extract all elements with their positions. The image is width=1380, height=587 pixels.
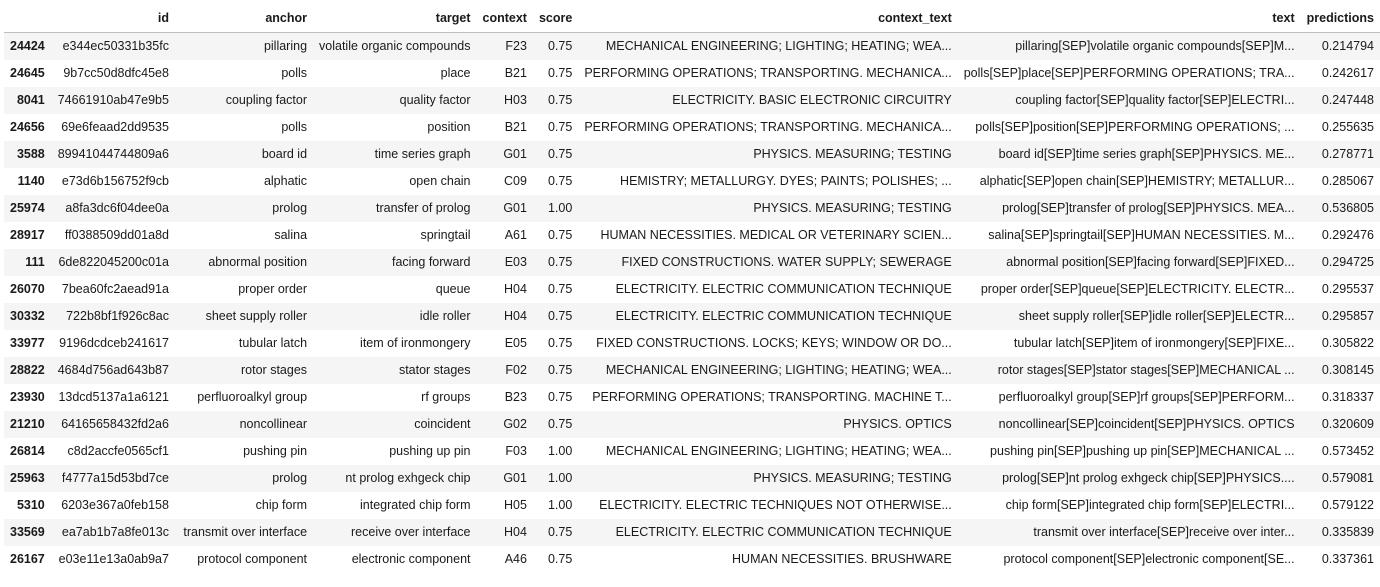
target-header: target bbox=[313, 6, 476, 33]
context-cell: F23 bbox=[505, 39, 527, 53]
context-text-cell: MECHANICAL ENGINEERING; LIGHTING; HEATING; WEA... bbox=[605, 39, 952, 53]
table-row bbox=[4, 60, 1380, 87]
text-cell: sheet supply roller[SEP]idle roller[SEP]ELECTR... bbox=[1018, 309, 1295, 323]
predictions-cell: 0.335839 bbox=[1321, 525, 1374, 539]
text-cell: alphatic[SEP]open chain[SEP]HEMISTRY; METALLUR... bbox=[979, 174, 1295, 188]
anchor-cell: perfluoroalkyl group bbox=[197, 390, 308, 404]
row-index: 33569 bbox=[10, 525, 45, 539]
text-cell: rotor stages[SEP]stator stages[SEP]MECHANICAL ... bbox=[997, 363, 1295, 377]
context-text-header: context_text bbox=[578, 6, 957, 33]
context-text-cell: HEMISTRY; METALLURGY. DYES; PAINTS; POLISHES; ... bbox=[620, 174, 952, 188]
context-cell: C09 bbox=[504, 174, 527, 188]
context-cell: G02 bbox=[503, 417, 527, 431]
id-cell: ea7ab1b7a8fe013c bbox=[61, 525, 169, 539]
table-header bbox=[4, 6, 1380, 33]
target-cell: volatile organic compounds bbox=[319, 39, 471, 53]
id-cell: e73d6b156752f9cb bbox=[61, 174, 169, 188]
text-cell: coupling factor[SEP]quality factor[SEP]ELECTRI... bbox=[1015, 93, 1295, 107]
row-index: 1140 bbox=[17, 174, 45, 188]
predictions-cell: 0.536805 bbox=[1321, 201, 1374, 215]
context-cell: H04 bbox=[504, 282, 527, 296]
table-row bbox=[4, 438, 1380, 465]
text-cell: abnormal position[SEP]facing forward[SEP]FIXED... bbox=[1006, 255, 1295, 269]
target-cell: open chain bbox=[409, 174, 471, 188]
target-cell: position bbox=[427, 120, 471, 134]
anchor-cell: proper order bbox=[238, 282, 308, 296]
id-cell: 7bea60fc2aead91a bbox=[61, 282, 169, 296]
predictions-cell: 0.318337 bbox=[1321, 390, 1374, 404]
row-index: 25963 bbox=[10, 471, 45, 485]
row-index: 26167 bbox=[10, 552, 45, 566]
anchor-cell: board id bbox=[261, 147, 308, 161]
table-row bbox=[4, 330, 1380, 357]
predictions-cell: 0.295537 bbox=[1321, 282, 1374, 296]
context-cell: B21 bbox=[504, 66, 527, 80]
score-cell: 0.75 bbox=[547, 363, 573, 377]
context-cell: F02 bbox=[505, 363, 527, 377]
id-cell: 89941044744809a6 bbox=[57, 147, 169, 161]
context-cell: A46 bbox=[504, 552, 527, 566]
table-row bbox=[4, 195, 1380, 222]
predictions-cell: 0.579122 bbox=[1321, 498, 1374, 512]
score-cell: 0.75 bbox=[547, 147, 573, 161]
row-index: 26814 bbox=[10, 444, 45, 458]
anchor-cell: polls bbox=[281, 120, 308, 134]
score-cell: 0.75 bbox=[547, 93, 573, 107]
row-index: 21210 bbox=[10, 417, 45, 431]
table-row bbox=[4, 465, 1380, 492]
row-index: 24656 bbox=[10, 120, 45, 134]
id-cell: 74661910ab47e9b5 bbox=[57, 93, 169, 107]
score-cell: 0.75 bbox=[547, 66, 573, 80]
score-header: score bbox=[533, 6, 578, 33]
target-cell: transfer of prolog bbox=[376, 201, 471, 215]
target-cell: item of ironmongery bbox=[360, 336, 471, 350]
context-cell: E03 bbox=[504, 255, 527, 269]
score-cell: 0.75 bbox=[547, 228, 573, 242]
target-cell: time series graph bbox=[374, 147, 471, 161]
id-cell: 13dcd5137a1a6121 bbox=[58, 390, 169, 404]
score-cell: 0.75 bbox=[547, 336, 573, 350]
context-text-cell: PHYSICS. MEASURING; TESTING bbox=[753, 147, 952, 161]
context-cell: H04 bbox=[504, 309, 527, 323]
target-cell: electronic component bbox=[351, 552, 471, 566]
text-cell: proper order[SEP]queue[SEP]ELECTRICITY. ELECTR... bbox=[980, 282, 1295, 296]
context-cell: E05 bbox=[504, 336, 527, 350]
target-cell: pushing up pin bbox=[389, 444, 471, 458]
row-index: 8041 bbox=[16, 93, 45, 107]
predictions-cell: 0.242617 bbox=[1321, 66, 1374, 80]
predictions-cell: 0.214794 bbox=[1321, 39, 1374, 53]
table-row bbox=[4, 141, 1380, 168]
id-cell: 4684d756ad643b87 bbox=[57, 363, 169, 377]
predictions-cell: 0.308145 bbox=[1321, 363, 1374, 377]
id-header: id bbox=[51, 6, 175, 33]
table-row bbox=[4, 546, 1380, 573]
context-text-cell: ELECTRICITY. ELECTRIC TECHNIQUES NOT OTHERWISE... bbox=[599, 498, 952, 512]
table-row bbox=[4, 87, 1380, 114]
predictions-cell: 0.247448 bbox=[1321, 93, 1374, 107]
context-cell: H05 bbox=[504, 498, 527, 512]
id-cell: ff0388509dd01a8d bbox=[64, 228, 169, 242]
id-cell: e03e11e13a0ab9a7 bbox=[58, 552, 169, 566]
anchor-cell: alphatic bbox=[263, 174, 308, 188]
context-text-cell: MECHANICAL ENGINEERING; LIGHTING; HEATING; WEA... bbox=[605, 363, 952, 377]
text-cell: board id[SEP]time series graph[SEP]PHYSICS. ME... bbox=[998, 147, 1295, 161]
text-cell: perfluoroalkyl group[SEP]rf groups[SEP]PERFORM... bbox=[998, 390, 1295, 404]
id-cell: 9b7cc50d8dfc45e8 bbox=[63, 66, 169, 80]
predictions-cell: 0.285067 bbox=[1321, 174, 1374, 188]
text-cell: chip form[SEP]integrated chip form[SEP]ELECTRI... bbox=[1005, 498, 1295, 512]
text-cell: pillaring[SEP]volatile organic compounds[SEP]M... bbox=[1015, 39, 1295, 53]
anchor-cell: prolog bbox=[272, 471, 308, 485]
id-cell: f4777a15d53bd7ce bbox=[61, 471, 169, 485]
text-cell: prolog[SEP]transfer of prolog[SEP]PHYSICS. MEA... bbox=[1002, 201, 1295, 215]
anchor-cell: transmit over interface bbox=[183, 525, 308, 539]
text-cell: prolog[SEP]nt prolog exhgeck chip[SEP]PHYSICS.... bbox=[1002, 471, 1295, 485]
id-cell: 6de822045200c01a bbox=[58, 255, 169, 269]
context-cell: G01 bbox=[503, 471, 527, 485]
target-cell: facing forward bbox=[392, 255, 471, 269]
row-index: 3588 bbox=[16, 147, 45, 161]
table-row bbox=[4, 249, 1380, 276]
text-cell: protocol component[SEP]electronic component[SE... bbox=[1003, 552, 1295, 566]
text-cell: salina[SEP]springtail[SEP]HUMAN NECESSITIES. M... bbox=[988, 228, 1295, 242]
context-cell: H03 bbox=[504, 93, 527, 107]
anchor-cell: pillaring bbox=[263, 39, 308, 53]
target-cell: stator stages bbox=[398, 363, 471, 377]
text-cell: pushing pin[SEP]pushing up pin[SEP]MECHANICAL ... bbox=[990, 444, 1295, 458]
anchor-cell: salina bbox=[274, 228, 308, 242]
table-row bbox=[4, 492, 1380, 519]
context-text-cell: PERFORMING OPERATIONS; TRANSPORTING. MACHINE T... bbox=[592, 390, 952, 404]
row-index: 23930 bbox=[10, 390, 45, 404]
context-text-cell: ELECTRICITY. BASIC ELECTRONIC CIRCUITRY bbox=[672, 93, 952, 107]
anchor-cell: coupling factor bbox=[225, 93, 308, 107]
predictions-cell: 0.320609 bbox=[1321, 417, 1374, 431]
target-cell: springtail bbox=[420, 228, 471, 242]
table-row bbox=[4, 384, 1380, 411]
context-text-cell: PHYSICS. MEASURING; TESTING bbox=[753, 201, 952, 215]
score-cell: 0.75 bbox=[547, 390, 573, 404]
target-cell: receive over interface bbox=[351, 525, 471, 539]
score-cell: 0.75 bbox=[547, 39, 573, 53]
table-row bbox=[4, 168, 1380, 195]
row-index: 26070 bbox=[10, 282, 45, 296]
predictions-cell: 0.295857 bbox=[1321, 309, 1374, 323]
context-text-cell: PERFORMING OPERATIONS; TRANSPORTING. MECHANICA... bbox=[584, 66, 952, 80]
context-text-cell: MECHANICAL ENGINEERING; LIGHTING; HEATING; WEA... bbox=[605, 444, 952, 458]
score-cell: 0.75 bbox=[547, 120, 573, 134]
score-cell: 1.00 bbox=[547, 498, 573, 512]
predictions-cell: 0.292476 bbox=[1321, 228, 1374, 242]
context-header: context bbox=[477, 6, 533, 33]
row-index: 111 bbox=[25, 255, 45, 269]
context-text-cell: HUMAN NECESSITIES. MEDICAL OR VETERINARY SCIEN... bbox=[600, 228, 952, 242]
score-cell: 0.75 bbox=[547, 417, 573, 431]
row-index: 33977 bbox=[10, 336, 45, 350]
context-cell: B23 bbox=[504, 390, 527, 404]
row-index: 24424 bbox=[10, 39, 45, 53]
score-cell: 1.00 bbox=[547, 201, 573, 215]
table-row bbox=[4, 303, 1380, 330]
id-cell: 6203e367a0feb158 bbox=[61, 498, 169, 512]
anchor-cell: tubular latch bbox=[238, 336, 308, 350]
row-index: 5310 bbox=[16, 498, 45, 512]
row-index: 25974 bbox=[10, 201, 45, 215]
anchor-cell: sheet supply roller bbox=[205, 309, 308, 323]
anchor-cell: prolog bbox=[272, 201, 308, 215]
row-index: 24645 bbox=[10, 66, 45, 80]
id-cell: 69e6feaad2dd9535 bbox=[61, 120, 169, 134]
row-index: 28917 bbox=[10, 228, 45, 242]
context-cell: B21 bbox=[504, 120, 527, 134]
target-cell: quality factor bbox=[399, 93, 471, 107]
context-cell: G01 bbox=[503, 201, 527, 215]
header-row bbox=[4, 6, 1380, 33]
target-cell: queue bbox=[435, 282, 471, 296]
score-cell: 0.75 bbox=[547, 174, 573, 188]
predictions-cell: 0.337361 bbox=[1321, 552, 1374, 566]
target-cell: idle roller bbox=[419, 309, 471, 323]
context-cell: F03 bbox=[505, 444, 527, 458]
table-row bbox=[4, 114, 1380, 141]
text-cell: transmit over interface[SEP]receive over inter... bbox=[1033, 525, 1295, 539]
table-row bbox=[4, 33, 1380, 61]
index-header bbox=[4, 6, 51, 33]
score-cell: 0.75 bbox=[547, 255, 573, 269]
text-header: text bbox=[958, 6, 1301, 33]
table-row bbox=[4, 357, 1380, 384]
dataframe-table bbox=[4, 6, 1380, 573]
context-text-cell: PHYSICS. MEASURING; TESTING bbox=[753, 471, 952, 485]
table-row bbox=[4, 411, 1380, 438]
target-cell: place bbox=[440, 66, 471, 80]
score-cell: 0.75 bbox=[547, 282, 573, 296]
anchor-cell: chip form bbox=[255, 498, 308, 512]
id-cell: a8fa3dc6f04dee0a bbox=[65, 201, 169, 215]
anchor-header: anchor bbox=[175, 6, 313, 33]
score-cell: 1.00 bbox=[547, 444, 573, 458]
context-cell: H04 bbox=[504, 525, 527, 539]
predictions-cell: 0.573452 bbox=[1321, 444, 1374, 458]
table-row bbox=[4, 276, 1380, 303]
text-cell: noncollinear[SEP]coincident[SEP]PHYSICS. OPTICS bbox=[998, 417, 1295, 431]
id-cell: e344ec50331b35fc bbox=[62, 39, 169, 53]
context-text-cell: HUMAN NECESSITIES. BRUSHWARE bbox=[732, 552, 952, 566]
context-cell: G01 bbox=[503, 147, 527, 161]
context-text-cell: ELECTRICITY. ELECTRIC COMMUNICATION TECHNIQUE bbox=[615, 282, 952, 296]
context-text-cell: PERFORMING OPERATIONS; TRANSPORTING. MECHANICA... bbox=[584, 120, 952, 134]
predictions-cell: 0.255635 bbox=[1321, 120, 1374, 134]
score-cell: 1.00 bbox=[547, 471, 573, 485]
target-cell: rf groups bbox=[421, 390, 471, 404]
anchor-cell: pushing pin bbox=[243, 444, 308, 458]
context-cell: A61 bbox=[504, 228, 527, 242]
context-text-cell: PHYSICS. OPTICS bbox=[843, 417, 952, 431]
score-cell: 0.75 bbox=[547, 309, 573, 323]
table-row bbox=[4, 222, 1380, 249]
anchor-cell: abnormal position bbox=[208, 255, 308, 269]
text-cell: polls[SEP]position[SEP]PERFORMING OPERATIONS; ... bbox=[975, 120, 1295, 134]
row-index: 28822 bbox=[10, 363, 45, 377]
id-cell: 64165658432fd2a6 bbox=[61, 417, 169, 431]
id-cell: 722b8bf1f926c8ac bbox=[66, 309, 169, 323]
row-index: 30332 bbox=[10, 309, 45, 323]
score-cell: 0.75 bbox=[547, 525, 573, 539]
score-cell: 0.75 bbox=[547, 552, 573, 566]
target-cell: integrated chip form bbox=[360, 498, 471, 512]
anchor-cell: rotor stages bbox=[241, 363, 308, 377]
predictions-cell: 0.294725 bbox=[1321, 255, 1374, 269]
text-cell: polls[SEP]place[SEP]PERFORMING OPERATIONS; TRA... bbox=[963, 66, 1295, 80]
context-text-cell: FIXED CONSTRUCTIONS. WATER SUPPLY; SEWERAGE bbox=[621, 255, 952, 269]
target-cell: nt prolog exhgeck chip bbox=[345, 471, 471, 485]
target-cell: coincident bbox=[414, 417, 471, 431]
id-cell: c8d2accfe0565cf1 bbox=[67, 444, 169, 458]
text-cell: tubular latch[SEP]item of ironmongery[SEP]FIXE... bbox=[1013, 336, 1295, 350]
predictions-cell: 0.579081 bbox=[1321, 471, 1374, 485]
predictions-cell: 0.305822 bbox=[1321, 336, 1374, 350]
anchor-cell: noncollinear bbox=[239, 417, 308, 431]
id-cell: 9196dcdceb241617 bbox=[59, 336, 169, 350]
predictions-header: predictions bbox=[1301, 6, 1380, 33]
predictions-cell: 0.278771 bbox=[1321, 147, 1374, 161]
context-text-cell: FIXED CONSTRUCTIONS. LOCKS; KEYS; WINDOW OR DO... bbox=[596, 336, 952, 350]
context-text-cell: ELECTRICITY. ELECTRIC COMMUNICATION TECHNIQUE bbox=[615, 309, 952, 323]
context-text-cell: ELECTRICITY. ELECTRIC COMMUNICATION TECHNIQUE bbox=[615, 525, 952, 539]
anchor-cell: polls bbox=[281, 66, 308, 80]
anchor-cell: protocol component bbox=[197, 552, 308, 566]
table-row bbox=[4, 519, 1380, 546]
table-body bbox=[4, 33, 1380, 574]
